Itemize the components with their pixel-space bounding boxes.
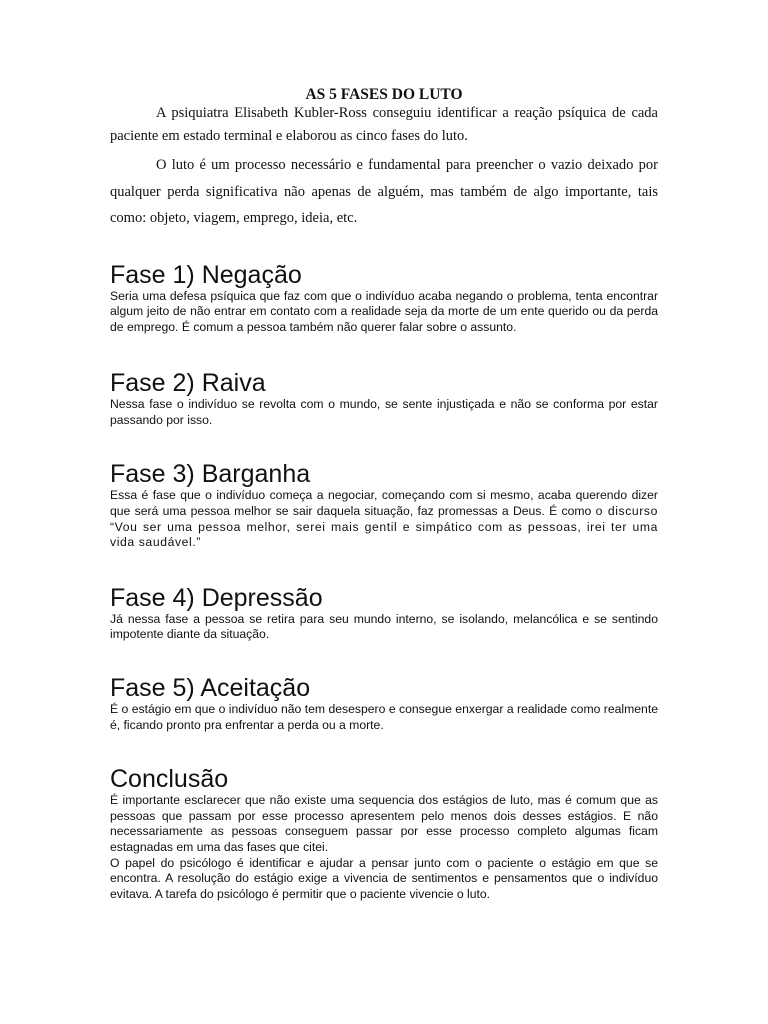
section-heading: Fase 4) Depressão [110, 583, 323, 612]
section-heading: Fase 2) Raiva [110, 369, 266, 398]
section-heading: Fase 5) Aceitação [110, 674, 311, 703]
section-body-part: Essa é fase que o indivíduo começa a negociar, começando com si mesmo, acaba querendo dizer que será uma pessoa melhor se sair daquela situação, faz promessas a Deus. É como [110, 488, 658, 519]
section-body: Já nessa fase a pessoa se retira para seu mundo interno, se isolando, melancólica e se sentindo impotente diante da situação. [110, 611, 658, 642]
section-fase-4 [110, 584, 658, 643]
section-body: Nessa fase o indivíduo se revolta com o mundo, se sente injustiçada e não se conforma por estar passando por isso. [110, 397, 658, 427]
section-heading: Fase 1) Negação [110, 260, 302, 289]
section-fase-2 [110, 369, 658, 428]
section-body: É o estágio em que o indivíduo não tem desespero e consegue enxergar a realidade como realmente é, ficando pronto pra enfrentar a perda ou a morte. [110, 702, 658, 732]
section-body: É importante esclarecer que não existe uma sequencia dos estágios de luto, mas é comum que as pessoas que passam por esse processo apresentem pelo menos dois desses estágios. E não necessariamente as pessoas conseguem passar por esse processo completo algumas ficam estagnadas em uma das fases que citei. [110, 793, 658, 854]
section-heading: Fase 3) Barganha [110, 460, 311, 489]
quoted-speech: o discurso “Vou ser uma pessoa melhor, serei mais gentil e simpático com as pessoas, irei ter uma vida saudável.” [110, 504, 659, 550]
section-body: O papel do psicólogo é identificar e ajudar a pensar junto com o paciente o estágio em que se encontra. A resolução do estágio exige a vivencia de sentimentos e pensamentos que o indivíduo evitava. A tarefa do psicólogo é permitir que o paciente vivencie o luto. [110, 855, 658, 901]
intro-paragraph: A psiquiatra Elisabeth Kubler-Ross conseguiu identificar a reação psíquica de cada paciente em estado terminal e elaborou as cinco fases do luto. [110, 105, 658, 144]
document-title: AS 5 FASES DO LUTO [305, 86, 463, 103]
document-page [110, 80, 658, 902]
section-heading: Conclusão [110, 765, 229, 794]
intro-paragraph: O luto é um processo necessário e fundamental para preencher o vazio deixado por qualquer perda significativa não apenas de alguém, mas também de algo importante, tais como: objeto, viagem, emprego, ideia, etc. [110, 157, 658, 226]
section-conclusao [110, 765, 658, 902]
section-fase-1 [110, 261, 658, 336]
section-fase-5 [110, 674, 658, 733]
section-body [110, 488, 658, 550]
section-fase-3 [110, 460, 658, 550]
section-body: Seria uma defesa psíquica que faz com que o indivíduo acaba negando o problema, tenta encontrar algum jeito de não entrar em contato com a realidade seja da morte de um ente querido ou da perda de emprego. É comum a pessoa também não querer falar sobre o assunto. [110, 288, 658, 334]
